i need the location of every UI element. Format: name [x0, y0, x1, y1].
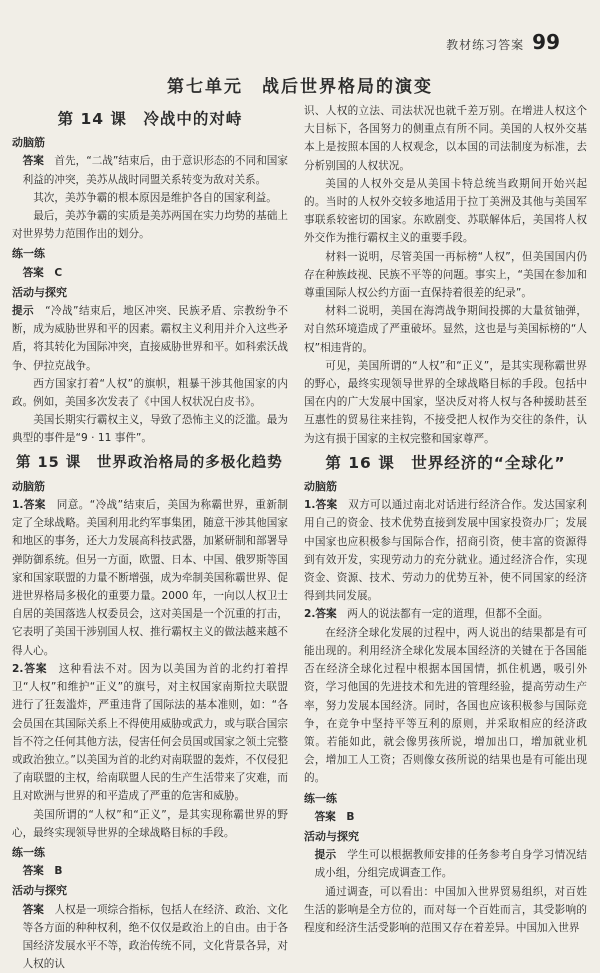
answer-label: 答案	[315, 608, 337, 621]
lesson-14-title: 第 14 课 冷战中的对峙	[57, 110, 243, 128]
page-header	[446, 30, 560, 54]
tip-label: 提示	[314, 849, 337, 862]
page-number: 99	[532, 30, 560, 54]
answer-label: 答案	[23, 662, 48, 675]
l16-q2-answer	[304, 605, 587, 623]
question-number: 1.	[12, 499, 24, 512]
lesson-16-title: 第 16 课 世界经济的“全球化”	[325, 453, 566, 472]
l14-think-answer	[12, 152, 288, 188]
lesson-16	[304, 454, 587, 937]
paragraph: 材料二说明，美国在海湾战争期间投掷的大量贫铀弹，对自然环境造成了严重破坏。显然，这也是与美国标榜的“人权”相违背的。	[304, 305, 587, 354]
answer-text: 两人的说法都有一定的道理，但都不全面。	[347, 608, 549, 621]
answer-label: 答案	[22, 155, 44, 168]
l15-section-practice: 练一练	[12, 845, 45, 859]
answer-choice: B	[346, 810, 355, 823]
question-number: 1.	[304, 499, 316, 512]
l16-activity-tip	[304, 846, 587, 882]
tip-label: 提示	[12, 305, 35, 318]
left-column	[12, 106, 288, 973]
l16-section-think: 动脑筋	[304, 480, 337, 494]
paragraph: 在经济全球化发展的过程中，两人说出的结果都是有可能出现的。利用经济全球化发展本国经济的关键在于各国能否在经济全球化过程中根据本国国情，抓住机遇，吸引外资，学习他国的先进技术和先进的管理经验，提高劳动生产率，努力发展本国经济。同时，各国也应该积极参与国际竞争，在竞争中坚持平等互利的原则，并采取相应的经济政策。若能如此，就会像男孩所说，增加出口，增加就业机会，增加工人工资；否则像女孩所说的结果也是有可能出现的。	[304, 626, 587, 785]
answer-label: 答案	[22, 266, 44, 279]
answer-label: 答案	[23, 499, 46, 512]
lesson-15-title: 第 15 课 世界政治格局的多极化趋势	[16, 454, 283, 471]
paragraph: 材料一说明，尽管美国一再标榜“人权”，但美国国内仍存在种族歧视、民族不平等的问题。事实上，“美国在参加和尊重国际人权公约方面一直保持着很差的纪录”。	[304, 250, 587, 300]
paragraph: 美国长期实行霸权主义，导致了恐怖主义的泛滥。最为典型的事件是“9 · 11 事件”。	[12, 414, 288, 445]
l16-practice-answer	[304, 808, 587, 826]
l16-q1-answer	[304, 496, 587, 605]
l15-activity-answer	[12, 901, 288, 973]
answer-label: 答案	[314, 810, 336, 823]
paragraph: 识、人权的立法、司法状况也就千差万别。在增进人权这个大目标下，各国努力的侧重点有所不同。美国的人权外交基本上是按照本国的人权观念，以本国的司法制度为标准，去分析别国的人权状况。	[304, 105, 587, 172]
unit-title: 第七单元 战后世界格局的演变	[167, 77, 433, 97]
l14-practice-answer	[12, 264, 288, 282]
l14-section-activity: 活动与探究	[12, 285, 67, 299]
answer-label: 答案	[22, 865, 44, 878]
l15-q1-answer	[12, 496, 288, 660]
answer-text: 这种看法不对。因为以美国为首的北约打着捍卫“人权”和维护“正义”的旗号，对主权国家南斯拉夫联盟进行了狂轰滥炸，严重违背了国际法的基本准则，如：“各会员国在其国际关系上不得使用威胁或武力，或与联合国宗旨不符之任何其他方法，侵害任何会员国或国家之领土完整或政治独立。”以美国为首的北约对南联盟的轰炸，不仅侵犯了南联盟的主权，给南联盟人民的生产生活带来了灾难，而且对欧洲与世界的和平造成了严重的危害和威胁。	[12, 662, 289, 803]
answer-choice: C	[54, 266, 63, 279]
paragraph: 美国的人权外交是从美国卡特总统当政期间开始兴起的。当时的人权外交较多地适用于拉丁美洲及其他与美国军事联系较密切的国家。东欧剧变、苏联解体后，美国将人权外交作为推行霸权主义的重要手段。	[304, 177, 587, 245]
paragraph: 美国所谓的“人权”和“正义”，是其实现称霸世界的野心，最终实现领导世界的全球战略目标的手段。	[12, 808, 288, 839]
paragraph: 其次，美苏争霸的根本原因是维护各自的国家利益。	[33, 191, 277, 204]
answer-label: 答案	[315, 499, 338, 512]
l14-section-think: 动脑筋	[12, 136, 45, 150]
answer-text: 人权是一项综合指标，包括人在经济、政治、文化等各方面的种种权利，绝不仅仅是政治上的自由。由于各国经济发展水平不等，政治传统不同，文化背景各异，对人权的认	[22, 903, 289, 971]
right-column	[304, 102, 587, 937]
l16-section-practice: 练一练	[304, 791, 337, 805]
tip-text: “冷战”结束后，地区冲突、民族矛盾、宗教纷争不断，成为威胁世界和平的因素。霸权主义利用并介入这些矛盾，将其转化为国际冲突，直接威胁世界和平。如科索沃战争、伊拉克战争。	[12, 305, 289, 372]
l15-q2-answer	[12, 660, 288, 806]
l15-section-activity: 活动与探究	[12, 884, 67, 898]
question-number: 2.	[304, 608, 316, 621]
header-label: 教材练习答案	[446, 38, 525, 52]
answer-label: 答案	[22, 903, 44, 916]
l15-practice-answer	[12, 862, 288, 880]
answer-text: 双方可以通过南北对话进行经济合作。发达国家利用自己的资金、技术优势直接到发展中国家投资办厂；发展中国家也应积极参与国际合作，招商引资，使丰富的资源得到有效开发，实现劳动力的充分就业。通过经济合作，实现资金、资源、技术、劳动力的优势互补，使不同国家的经济得到共同发展。	[304, 499, 588, 603]
paragraph: 通过调查，可以看出：中国加入世界贸易组织，对百姓生活的影响是全方位的，而对每一个百姓而言，其受影响的程度和经济生活受影响的范围又存在着差异。中国加入世界	[304, 885, 587, 934]
answer-text: 同意。“冷战”结束后，美国为称霸世界，重新制定了全球战略。美国利用北约军事集团，随意干涉其他国家和地区的事务，还大力发展高科技武器，加紧研制和部署导弹防御系统。但另一方面，欧盟、日本、中国、俄罗斯等国家和国家联盟的力量不断增强，成为牵制美国称霸世界、促进世界格局多极化的重要力量。2000 年，一向以人权卫士自居的美国落选人权委员会，这对美国是一个沉重的打击，它表明了美国干涉别国人权、推行霸权主义的做法越来越不得人心。	[12, 499, 289, 657]
l14-section-practice: 练一练	[12, 247, 45, 261]
paragraph: 最后，美苏争霸的实质是美苏两国在实力均势的基础上对世界势力范围作出的划分。	[12, 210, 288, 241]
l16-section-activity: 活动与探究	[304, 829, 359, 843]
l14-activity-tip	[12, 302, 288, 375]
answer-text: 首先，“二战”结束后，由于意识形态的不同和国家利益的冲突，美苏从战时同盟关系转变为敌对关系。	[22, 155, 289, 186]
l15-section-think: 动脑筋	[12, 479, 45, 493]
answer-choice: B	[54, 865, 63, 878]
paragraph: 西方国家打着“人权”的旗帜，粗暴干涉其他国家的内政。例如，美国多次发表了《中国人权状况白皮书》。	[12, 377, 288, 409]
paragraph: 可见，美国所谓的“人权”和“正义”，是其实现称霸世界的野心，最终实现领导世界的全球战略目标的手段。包括中国在内的广大发展中国家，坚决反对将人权与各种援助甚至互惠性的贸易往来挂钩，不接受把人权作为交往的条件，认为这有损于国家的主权完整和国家尊严。	[304, 359, 587, 445]
question-number: 2.	[12, 662, 24, 675]
tip-text: 学生可以根据教师安排的任务参考自身学习情况结成小组，分组完成调查工作。	[314, 849, 588, 880]
